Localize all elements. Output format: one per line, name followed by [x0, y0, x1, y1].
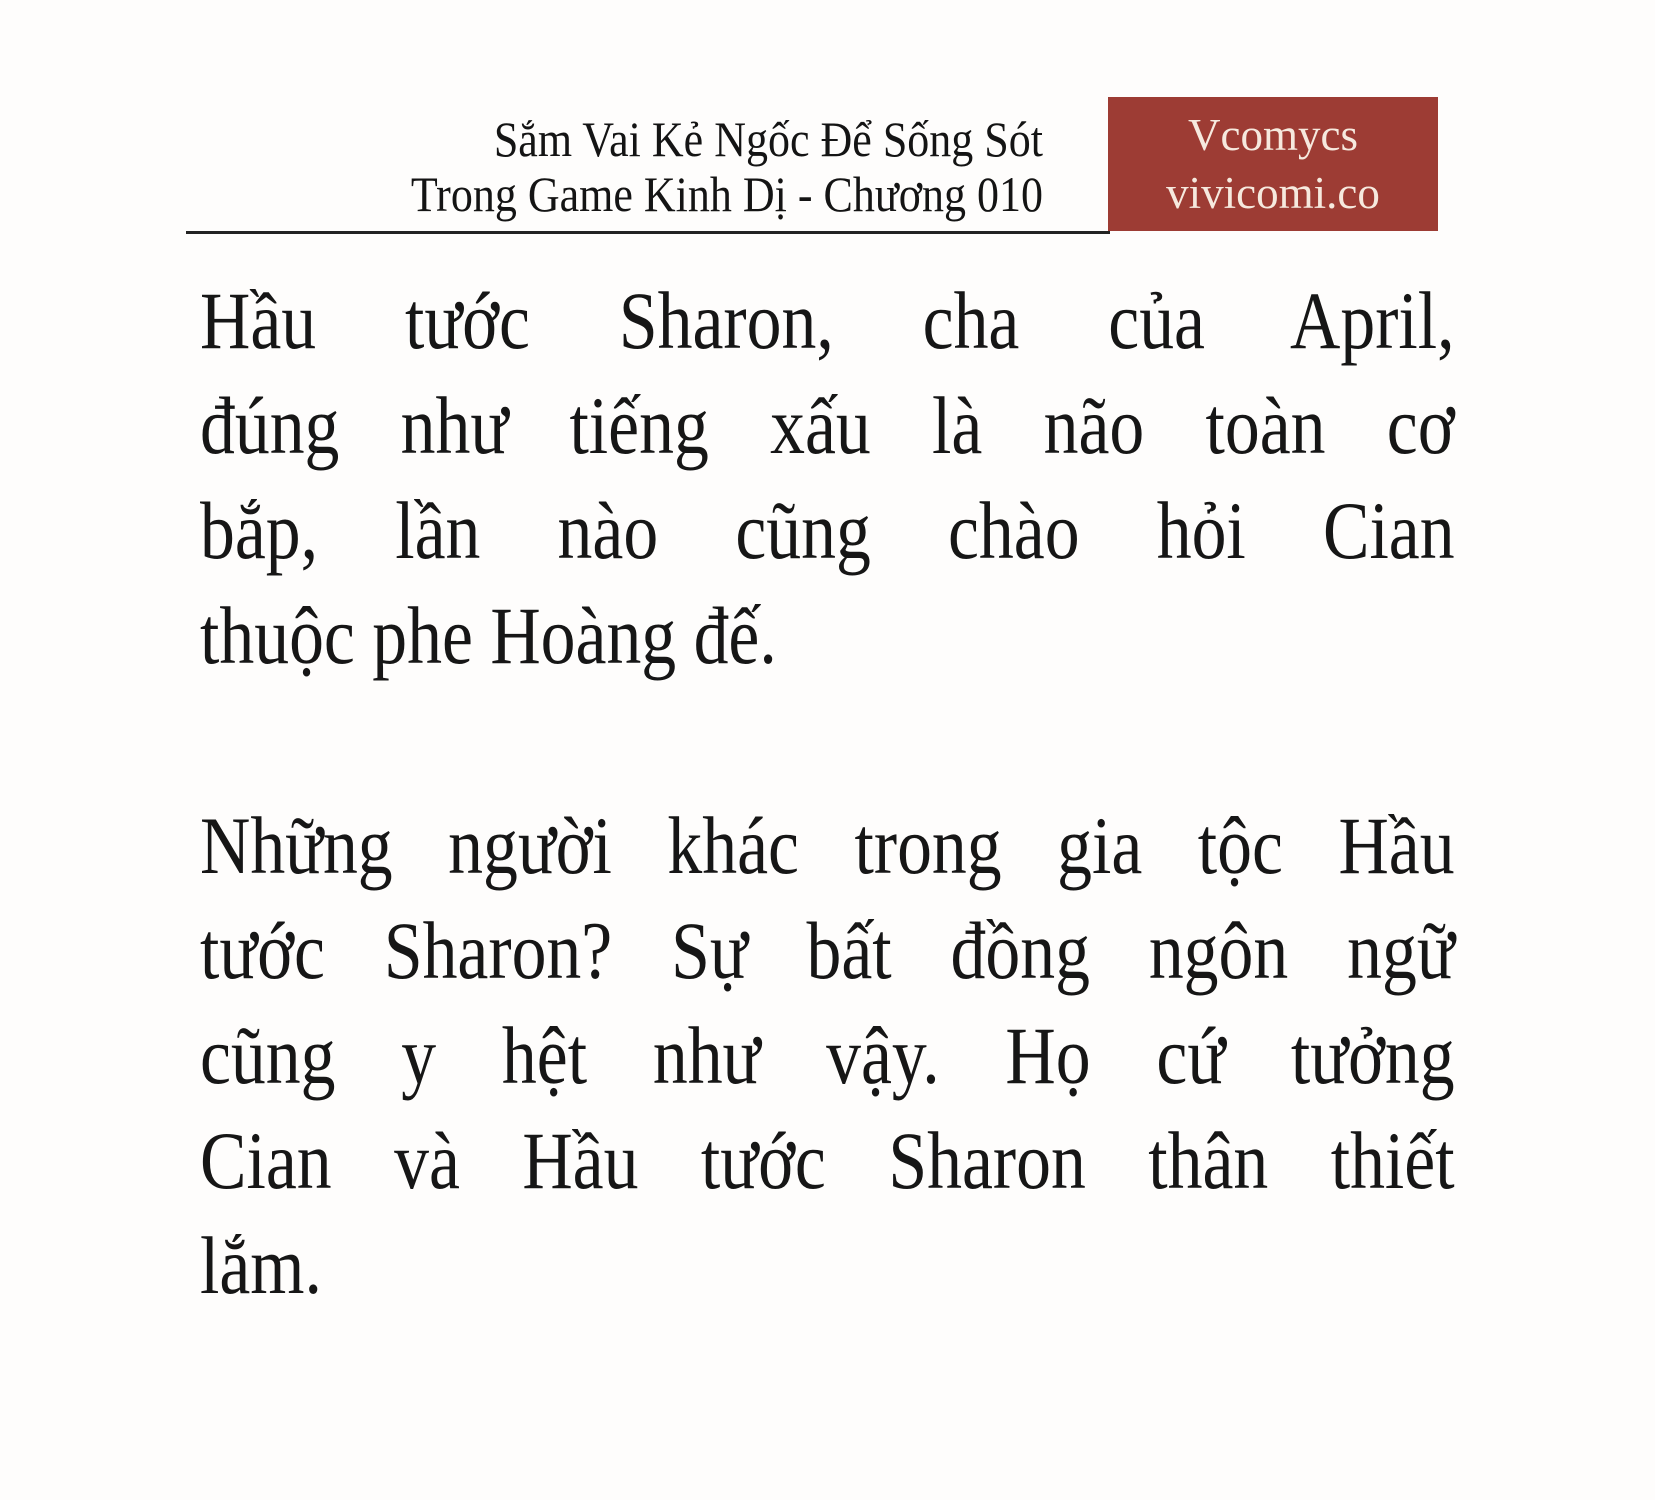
paragraph-2-line-3: cũng y hệt như vậy. Họ cứ tưởng	[200, 1010, 1455, 1101]
watermark-group-name: Vcomycs	[1188, 110, 1358, 160]
paragraph-2-line-4: Cian và Hầu tước Sharon thân thiết	[200, 1115, 1455, 1206]
narration-text	[200, 268, 1455, 1318]
header-divider-line	[186, 231, 1110, 234]
chapter-title-line-2: Trong Game Kinh Dị - Chương 010	[410, 166, 1044, 222]
paragraph-1	[200, 268, 1455, 688]
paragraph-1-line-4: thuộc phe Hoàng đế.	[200, 590, 777, 681]
paragraph-2-line-2: tước Sharon? Sự bất đồng ngôn ngữ	[200, 905, 1455, 996]
paragraph-2-line-5: lắm.	[200, 1220, 322, 1311]
watermark-badge	[1108, 97, 1438, 231]
watermark-site-url: vivicomi.co	[1166, 168, 1380, 218]
paragraph-1-line-1: Hầu tước Sharon, cha của April,	[200, 275, 1455, 366]
paragraph-spacer	[200, 688, 1455, 793]
paragraph-2-line-1: Những người khác trong gia tộc Hầu	[200, 800, 1455, 891]
paragraph-1-line-3: bắp, lần nào cũng chào hỏi Cian	[200, 485, 1455, 576]
chapter-title-line-1: Sắm Vai Kẻ Ngốc Để Sống Sót	[493, 111, 1043, 167]
paragraph-2	[200, 793, 1455, 1318]
paragraph-1-line-2: đúng như tiếng xấu là não toàn cơ	[200, 380, 1455, 471]
chapter-title	[233, 112, 1043, 222]
